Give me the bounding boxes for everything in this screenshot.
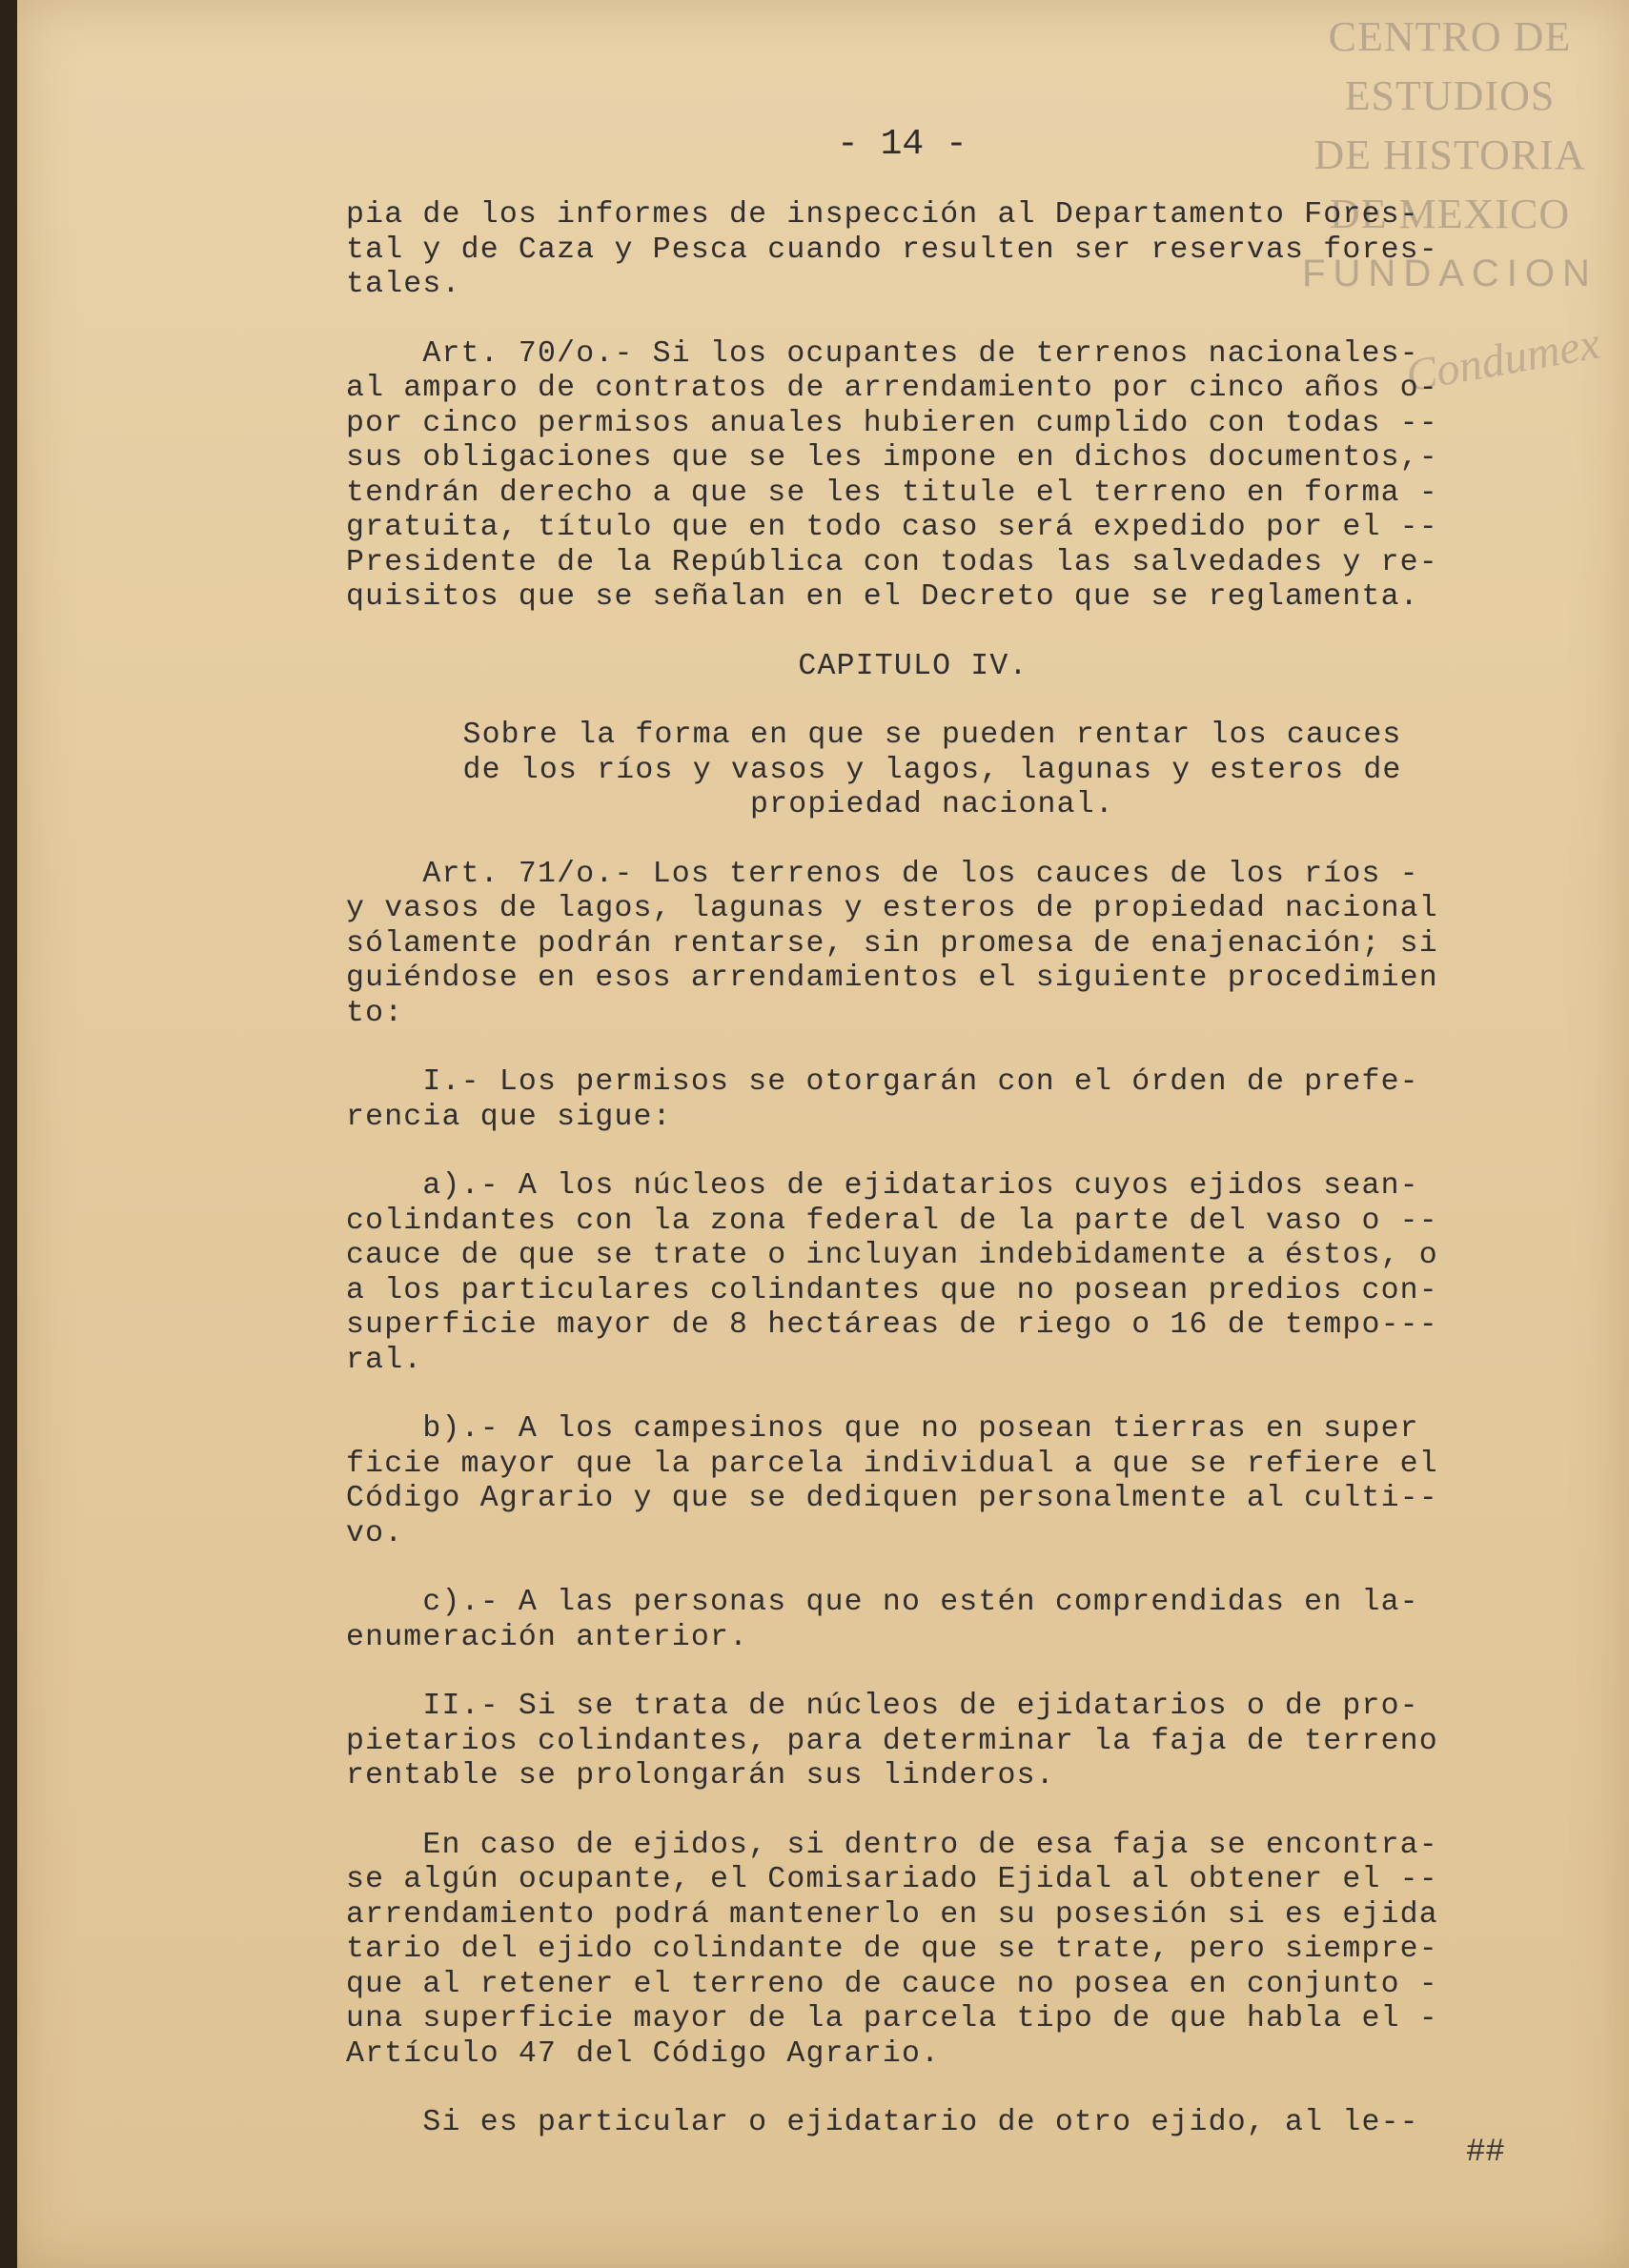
watermark-line: DE HISTORIA xyxy=(1313,132,1586,178)
handwritten-signature: Condumex xyxy=(1401,317,1604,402)
paragraph: Si es particular o ejidatario de otro ejido, al le-- xyxy=(346,2106,1419,2139)
page-number: - 14 - xyxy=(837,124,967,165)
paragraph: c).- A las personas que no estén comprendidas en la- enumeración anterior. xyxy=(346,1586,1419,1654)
paragraph: II.- Si se trata de núcleos de ejidatarios o de pro- pietarios colindantes, para determinar la faja de terreno rentable se prolongarán sus linderos. xyxy=(346,1690,1438,1792)
continuation-mark: ## xyxy=(1466,2135,1505,2171)
typed-body xyxy=(346,198,1537,2176)
paragraph: Art. 70/o.- Si los ocupantes de terrenos nacionales- al amparo de contratos de arrendamiento por cinco años o- por cinco permisos anuales hubieren cumplido con todas -- sus obligaciones que se les impone en dichos documentos,- tendrán derecho a que se les titule el terreno en forma - gratuita, título que en todo caso será expedido por el -- Presidente de la República con todas las salvedades y re- quisitos que se señalan en el Decreto que se reglamenta. xyxy=(346,336,1438,614)
chapter-subtitle: Sobre la forma en que se pueden rentar los cauces de los ríos y vasos y lagos, lagunas y esteros de propiedad nacional. xyxy=(462,719,1402,821)
paragraph: b).- A los campesinos que no posean tierras en super ficie mayor que la parcela individual a que se refiere el Código Agrario y que se dediquen personalmente al culti-- vo. xyxy=(346,1412,1438,1550)
paragraph: En caso de ejidos, si dentro de esa faja se encontra- se algún ocupante, el Comisariado Ejidal al obtener el -- arrendamiento podrá mantenerlo en su posesión si es ejida tario del ejido colindante de que se trate, pero siempre- que al retener el terreno de cauce no posea en conjunto - una superficie mayor de la parcela tipo de que habla el - Artículo 47 del Código Agrario. xyxy=(346,1828,1438,2071)
paragraph: a).- A los núcleos de ejidatarios cuyos ejidos sean- colindantes con la zona federal de la parte del vaso o -- cauce de que se trate o incluyan indebidamente a éstos, o a los particulares colindantes que no posean predios con- superficie mayor de 8 hectáreas de riego o 16 de tempo--- ral. xyxy=(346,1169,1438,1377)
watermark-line: ESTUDIOS xyxy=(1344,72,1556,119)
watermark-line: FUNDACION xyxy=(1302,253,1598,294)
watermark-line: CENTRO DE xyxy=(1328,13,1572,60)
paragraph: pia de los informes de inspección al Departamento Fores- tal y de Caza y Pesca cuando resulten ser reservas fores- tales. xyxy=(346,198,1438,301)
paragraph: I.- Los permisos se otorgarán con el órden de prefe- rencia que sigue: xyxy=(346,1065,1419,1134)
watermark-line: DE MEXICO xyxy=(1329,191,1571,237)
chapter-heading: CAPITULO IV. xyxy=(798,649,1028,683)
paragraph: Art. 71/o.- Los terrenos de los cauces de los ríos - y vasos de lagos, lagunas y esteros de propiedad nacional sólamente podrán rentarse, sin promesa de enajenación; si guiéndose en esos arrendamientos el siguiente procedimien to: xyxy=(346,857,1438,1030)
document-page xyxy=(17,0,1629,2268)
